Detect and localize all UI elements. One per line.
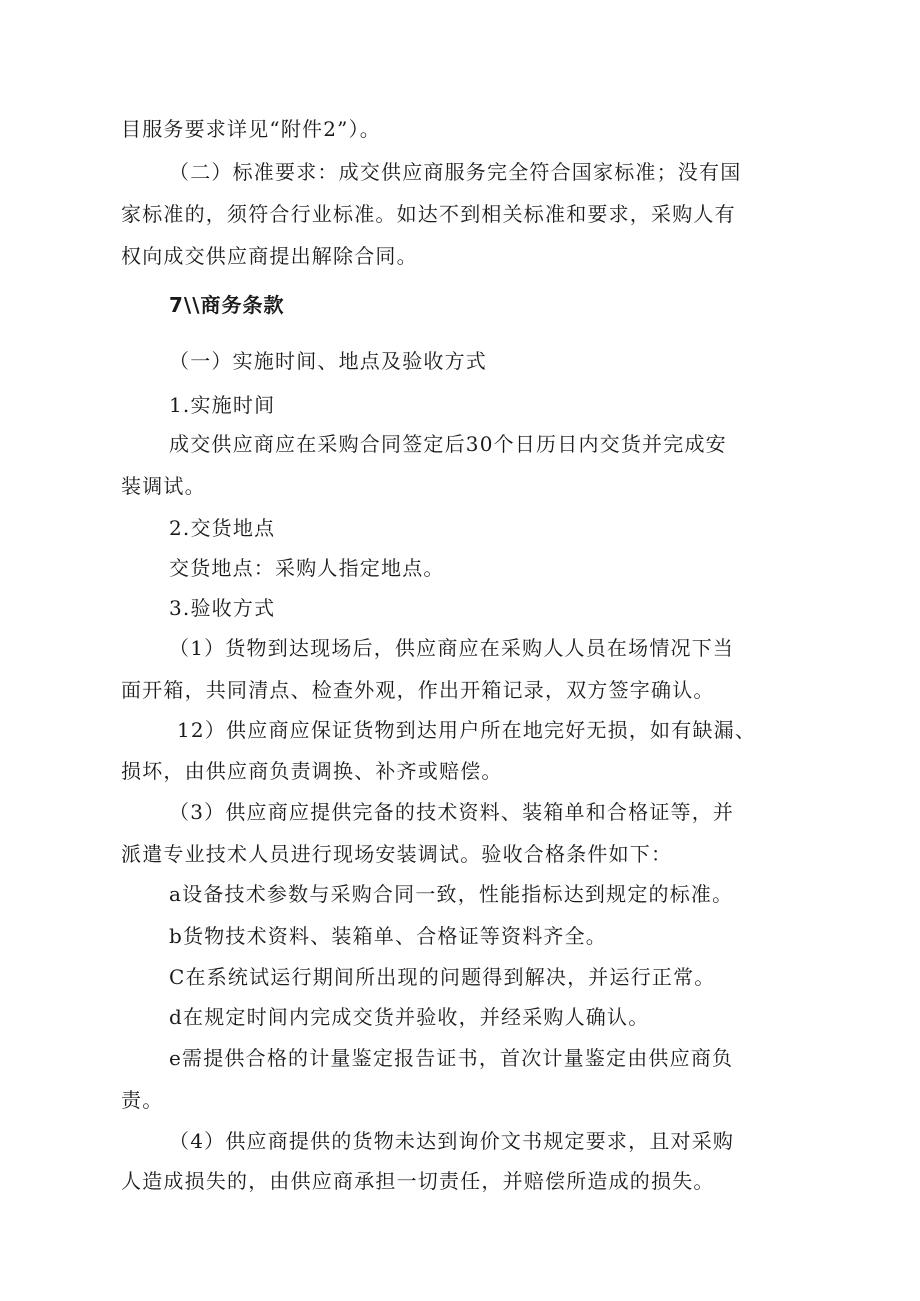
text-line: 2.交货地点: [169, 516, 276, 540]
text-line: （1）货物到达现场后，供应商应在采购人人员在场情况下当: [169, 636, 735, 660]
text-line: 12）供应商应保证货物到达用户所在地完好无损，如有缺漏、: [177, 718, 757, 742]
text-line: b货物技术资料、装箱单、合格证等资料齐全。: [169, 924, 608, 948]
text-line: 面开箱，共同清点、检查外观，作出开箱记录，双方签字确认。: [121, 678, 715, 702]
text-line: （一）实施时间、地点及验收方式: [169, 349, 487, 373]
text-line: 装调试。: [121, 474, 206, 498]
text-line: （二）标准要求：成交供应商服务完全符合国家标准；没有国: [169, 160, 742, 184]
text-line: 3.验收方式: [169, 596, 276, 620]
text-line: 家标准的，须符合行业标准。如达不到相关标准和要求，采购人有: [121, 202, 736, 226]
text-line: C在系统试运行期间所出现的问题得到解决，并运行正常。: [169, 965, 716, 989]
text-line: 派遣专业技术人员进行现场安装调试。验收合格条件如下：: [121, 842, 673, 866]
text-line: （3）供应商应提供完备的技术资料、装箱单和合格证等，并: [169, 800, 735, 824]
text-line: a设备技术参数与采购合同一致，性能指标达到规定的标准。: [169, 882, 734, 906]
text-line: 1.实施时间: [169, 393, 276, 417]
text-line: 成交供应商应在采购合同签定后30个日历日内交货并完成安: [169, 432, 727, 456]
text-line: 目服务要求详见“附件2”）。: [121, 117, 381, 141]
text-line: 交货地点：采购人指定地点。: [169, 556, 445, 580]
text-line: 损坏，由供应商负责调换、补齐或赔偿。: [121, 759, 503, 783]
text-line: 人造成损失的，由供应商承担一切责任，并赔偿所造成的损失。: [121, 1169, 715, 1193]
text-line: （4）供应商提供的货物未达到询价文书规定要求，且对采购: [169, 1129, 735, 1153]
text-line: 权向成交供应商提出解除合同。: [121, 244, 418, 268]
text-line: d在规定时间内完成交货并验收，并经采购人确认。: [169, 1005, 650, 1029]
text-line: 责。: [121, 1088, 164, 1112]
text-line: e需提供合格的计量鉴定报告证书，首次计量鉴定由供应商负: [169, 1046, 734, 1070]
section-heading: 7\\商务条款: [169, 293, 285, 317]
